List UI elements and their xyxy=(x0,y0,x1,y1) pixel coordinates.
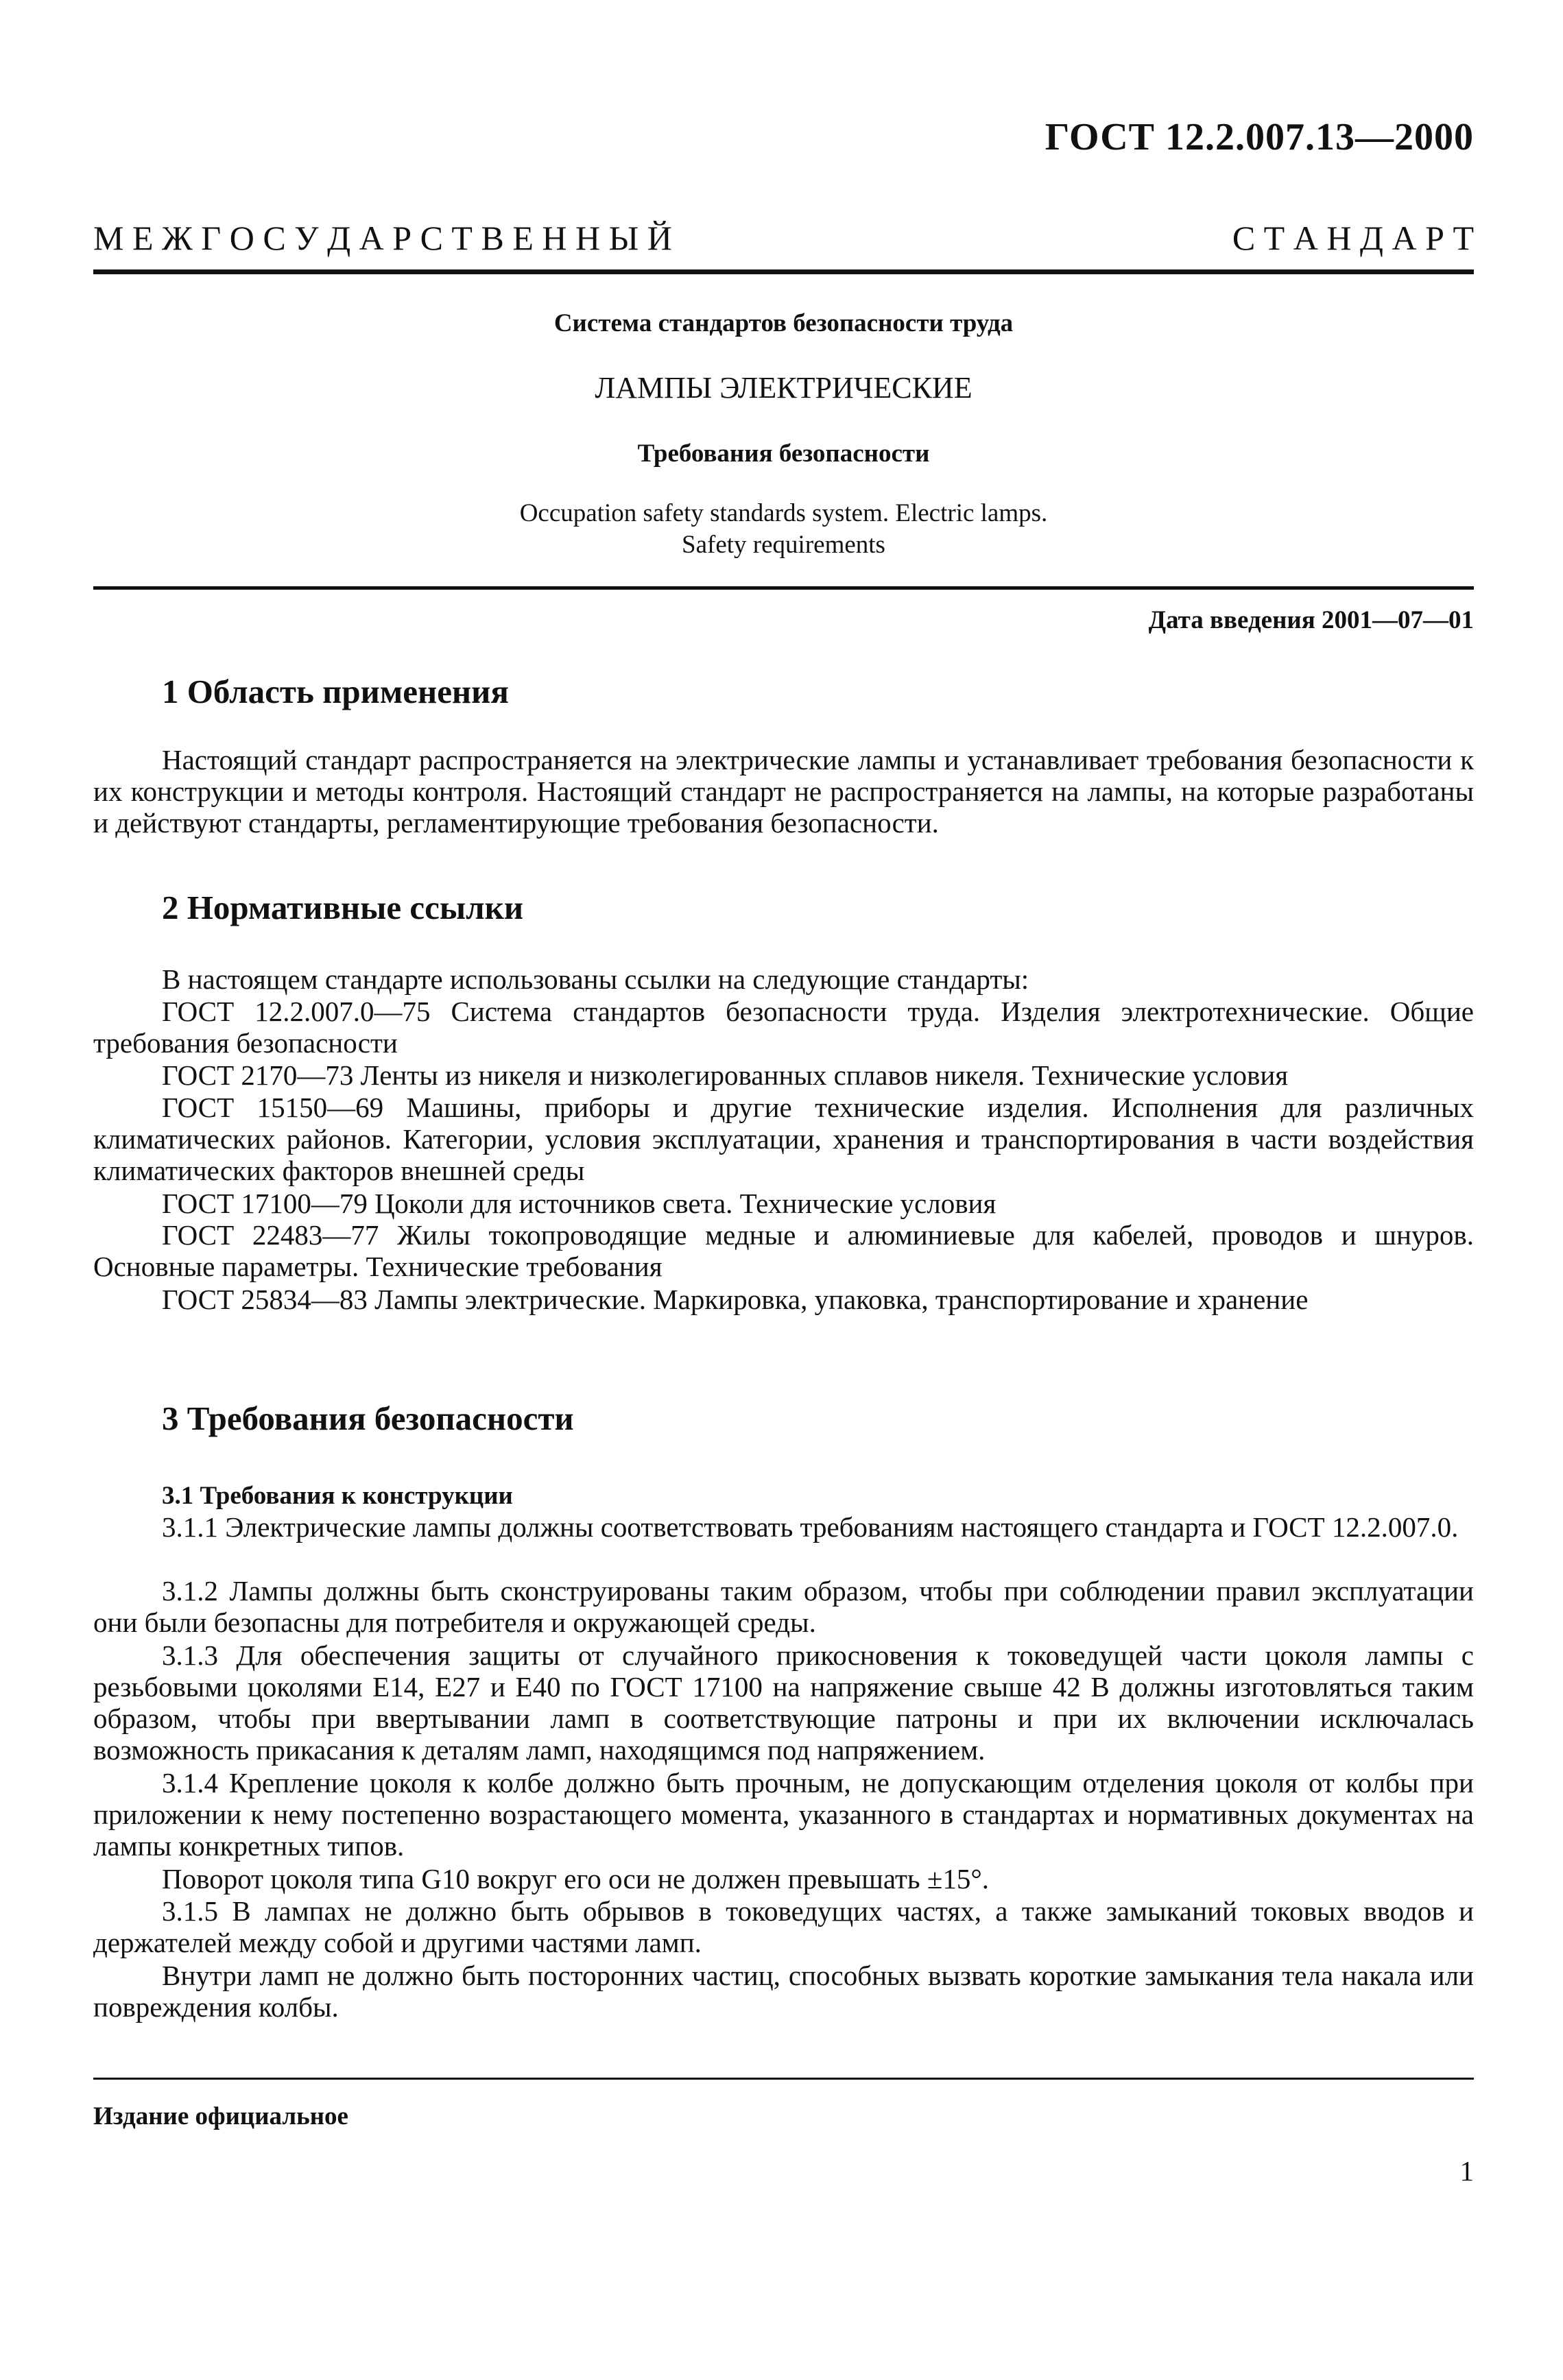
section-3-heading: 3 Требования безопасности xyxy=(162,1399,574,1437)
header-rule xyxy=(93,269,1474,274)
document-subtitle: Требования безопасности xyxy=(637,440,930,468)
reference-item: ГОСТ 17100—79 Цоколи для источников света. Технические условия xyxy=(162,1188,997,1219)
subsection-3-1-heading: 3.1 Требования к конструкции xyxy=(162,1482,513,1510)
reference-item: ГОСТ 12.2.007.0—75 Система стандартов безопасности труда. Изделия электротехнические. Общие требования безопасности xyxy=(93,996,1474,1059)
reference-item: ГОСТ 22483—77 Жилы токопроводящие медные и алюминиевые для кабелей, проводов и шнуров. Основные параметры. Технические требования xyxy=(93,1219,1474,1282)
clause-3-1-5: 3.1.5 В лампах не должно быть обрывов в токоведущих частях, а также замыканий токовых вводов и держателей между собой и другими частями ламп. xyxy=(93,1895,1474,1958)
section-1-heading: 1 Область применения xyxy=(162,673,509,710)
reference-item: ГОСТ 25834—83 Лампы электрические. Маркировка, упаковка, транспортирование и хранение xyxy=(162,1284,1309,1315)
standards-series: Система стандартов безопасности труда xyxy=(553,309,1014,337)
footer-rule xyxy=(93,2078,1474,2080)
document-title: ЛАМПЫ ЭЛЕКТРИЧЕСКИЕ xyxy=(595,371,973,405)
reference-item: ГОСТ 15150—69 Машины, приборы и другие технические изделия. Исполнения для различных климатических районов. Категории, условия эксплуатации, хранения и транспортирования в части воздействия климатических факторов внешней среды xyxy=(93,1092,1474,1186)
standard-word: С Т А Н Д А Р Т xyxy=(1232,219,1474,257)
standard-number: ГОСТ 12.2.007.13—2000 xyxy=(1045,116,1474,158)
clause-3-1-4-rotation: Поворот цоколя типа G10 вокруг его оси не должен превышать ±15°. xyxy=(162,1863,990,1895)
clause-3-1-4: 3.1.4 Крепление цоколя к колбе должно быть прочным, не допускающим отделения цоколя от колбы при приложении к нему постепенно возрастающего момента, указанного в стандартах и нормативных документах на лампы конкретных типов. xyxy=(93,1767,1474,1862)
official-edition-label: Издание официальное xyxy=(93,2102,348,2130)
introduction-date: Дата введения 2001—07—01 xyxy=(1148,606,1474,634)
document-page xyxy=(93,0,1474,2380)
section-2-intro: В настоящем стандарте использованы ссылки на следующие стандарты: xyxy=(162,963,1029,995)
page-number: 1 xyxy=(1459,2155,1474,2187)
interstate-word: М Е Ж Г О С У Д А Р С Т В Е Н Н Ы Й xyxy=(93,219,672,257)
english-title-line1: Occupation safety standards system. Electric lamps. xyxy=(519,499,1048,527)
clause-3-1-5-particles: Внутри ламп не должно быть посторонних частиц, способных вызвать короткие замыкания тела накала или повреждения колбы. xyxy=(93,1960,1474,2023)
section-2-heading: 2 Нормативные ссылки xyxy=(162,889,524,926)
interstate-standard-banner xyxy=(93,218,1474,258)
clause-3-1-1: 3.1.1 Электрические лампы должны соответствовать требованиям настоящего стандарта и ГОСТ 12.2.007.0. xyxy=(162,1511,1459,1543)
clause-3-1-2: 3.1.2 Лампы должны быть сконструированы таким образом, чтобы при соблюдении правил эксплуатации они были безопасны для потребителя и окружающей среды. xyxy=(93,1575,1474,1638)
section-1-paragraph: Настоящий стандарт распространяется на электрические лампы и устанавливает требования безопасности к их конструкции и методы контроля. Настоящий стандарт не распространяется на лампы, на которые разработаны и действуют стандарты, регламентирующие требования безопасности. xyxy=(93,744,1474,839)
english-title-line2: Safety requirements xyxy=(682,531,885,559)
clause-3-1-3: 3.1.3 Для обеспечения защиты от случайного прикосновения к токоведущей части цоколя лампы с резьбовыми цоколями Е14, Е27 и Е40 по ГОСТ 17100 на напряжение свыше 42 В должны изготовляться таким образом, чтобы при ввертывании ламп в соответствующие патроны и при их включении исключалась возможность прикасания к деталям ламп, находящимся под напряжением. xyxy=(93,1639,1474,1766)
title-rule xyxy=(93,586,1474,590)
reference-item: ГОСТ 2170—73 Ленты из никеля и низколегированных сплавов никеля. Технические условия xyxy=(162,1059,1289,1091)
